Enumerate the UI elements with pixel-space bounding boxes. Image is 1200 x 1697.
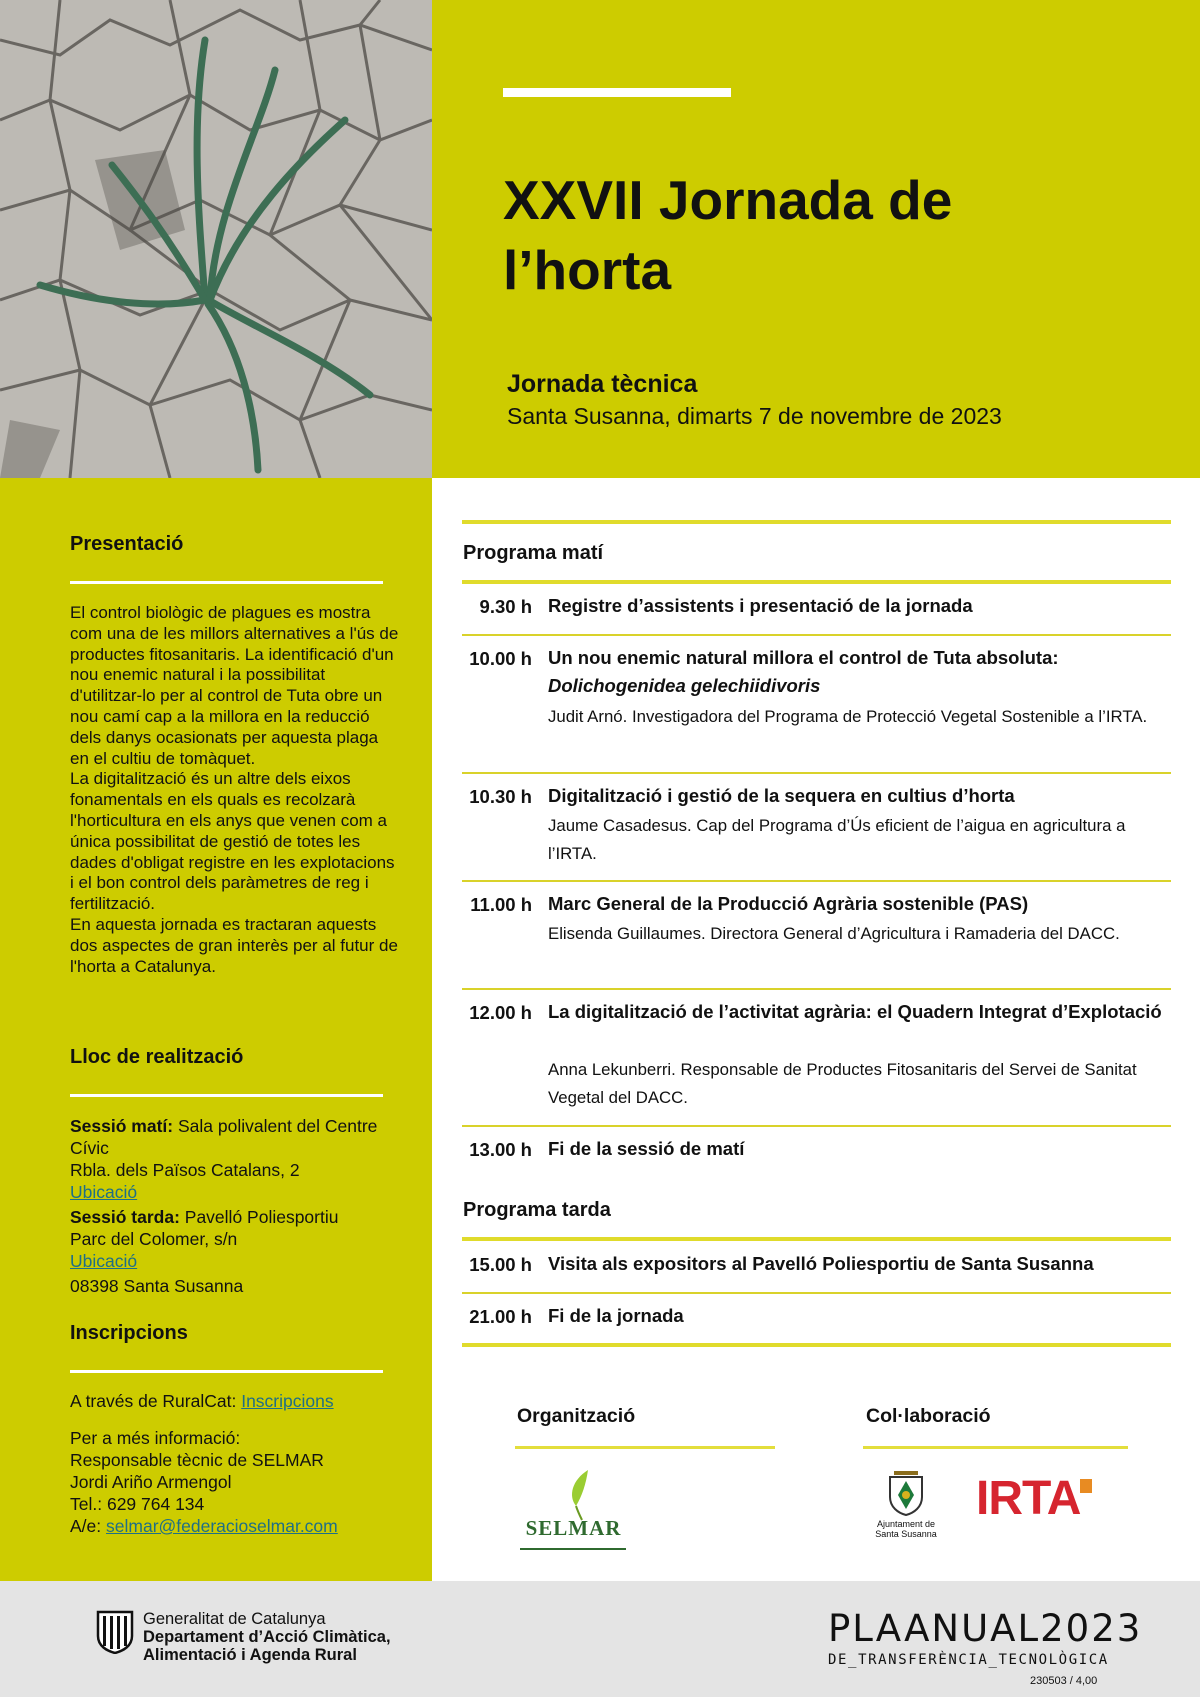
ruralcat-text: A través de RuralCat: bbox=[70, 1391, 237, 1411]
program-rule bbox=[462, 772, 1171, 774]
info-role: Responsable tècnic de SELMAR bbox=[70, 1450, 324, 1470]
tarda-address: Parc del Colomer, s/n bbox=[70, 1229, 238, 1249]
tarda-map-link[interactable]: Ubicació bbox=[70, 1251, 138, 1271]
event-title-italic: Dolichogenidea gelechiidivoris bbox=[548, 675, 821, 696]
collaboracio-heading: Col·laboració bbox=[866, 1405, 991, 1427]
event-date-line: Santa Susanna, dimarts 7 de novembre de 2023 bbox=[507, 403, 1002, 429]
event-time: 12.00 h bbox=[469, 1002, 532, 1023]
lloc-heading: Lloc de realització bbox=[70, 1046, 244, 1068]
event-time: 15.00 h bbox=[469, 1254, 532, 1275]
program-rule bbox=[462, 988, 1171, 990]
contact-block bbox=[70, 1427, 400, 1537]
program-rule bbox=[462, 1237, 1171, 1241]
event-title-item: Marc General de la Producció Agrària sostenible (PAS) bbox=[548, 893, 1029, 914]
event-title-item: La digitalització de l’activitat agrària: el Quadern Integrat d’Explotació bbox=[548, 1001, 1162, 1022]
event-title-item bbox=[548, 644, 1168, 700]
presentacio-rule bbox=[70, 581, 383, 584]
program-rule bbox=[462, 634, 1171, 636]
organitzacio-rule bbox=[515, 1446, 775, 1449]
lloc-mati bbox=[70, 1115, 400, 1203]
mati-label: Sessió matí: bbox=[70, 1116, 174, 1136]
email-link[interactable]: selmar@federacioselmar.com bbox=[106, 1516, 338, 1536]
event-title: XXVII Jornada de l’horta bbox=[503, 169, 953, 301]
program-rule bbox=[462, 520, 1171, 524]
programa-tarda-heading: Programa tarda bbox=[463, 1199, 611, 1221]
lloc-rule bbox=[70, 1094, 383, 1097]
presentacio-paragraph: El control biològic de plagues es mostra com una de les millors alternatives a l'ús de productes fitosanitaris. La identificació d'un nou enemic natural i la possibilitat d'utilitzar-lo per al control de Tuta obre un nou camí cap a la millora en la reducció dels danys ocasionats per aquesta plaga en el cultiu de tomàquet. bbox=[70, 603, 399, 768]
lloc-tarda bbox=[70, 1206, 400, 1272]
generalitat-line: Generalitat de Catalunya bbox=[143, 1610, 326, 1628]
event-subtitle: Jornada tècnica bbox=[507, 370, 698, 398]
tarda-label: Sessió tarda: bbox=[70, 1207, 180, 1227]
ajuntament-line: Ajuntament de bbox=[876, 1519, 936, 1529]
info-phone: Tel.: 629 764 134 bbox=[70, 1494, 205, 1514]
generalitat-text bbox=[143, 1610, 391, 1664]
event-title-item: Visita als expositors al Pavelló Poliesportiu de Santa Susanna bbox=[548, 1253, 1094, 1274]
presentacio-paragraph: La digitalització és un altre dels eixos fonamentals en els quals es recolzarà l'horticultura en els anys que venen com a única possibilitat de gestió de totes les dades d'obligat registre en les explotacions i el bon control dels paràmetres de reg i fertilització. bbox=[70, 769, 395, 914]
event-time: 11.00 h bbox=[470, 894, 532, 915]
event-title-text: Un nou enemic natural millora el control de Tuta absoluta: bbox=[548, 647, 1059, 668]
program-rule bbox=[462, 1125, 1171, 1127]
programa-mati-heading: Programa matí bbox=[463, 542, 604, 564]
document-code: 230503 / 4,00 bbox=[1030, 1675, 1098, 1687]
event-title-item: Fi de la jornada bbox=[548, 1305, 684, 1326]
ruralcat-line bbox=[70, 1390, 400, 1412]
mati-map-link[interactable]: Ubicació bbox=[70, 1182, 138, 1202]
event-time: 10.00 h bbox=[469, 648, 532, 669]
event-time: 13.00 h bbox=[469, 1139, 532, 1160]
ajuntament-text bbox=[870, 1519, 942, 1539]
irta-logo-text: IRTA bbox=[976, 1472, 1081, 1525]
event-speaker: Judit Arnó. Investigadora del Programa de Protecció Vegetal Sostenible a l’IRTA. bbox=[548, 707, 1148, 726]
event-time: 9.30 h bbox=[479, 596, 532, 617]
town: 08398 Santa Susanna bbox=[70, 1276, 244, 1296]
pla-anual-subtitle: DE_TRANSFERÈNCIA_TECNOLÒGICA bbox=[828, 1652, 1109, 1668]
cracked-soil-image bbox=[0, 0, 432, 478]
generalitat-logo bbox=[95, 1608, 135, 1654]
event-speaker: Elisenda Guillaumes. Directora General d’Agricultura i Ramaderia del DACC. bbox=[548, 924, 1120, 943]
email-label: A/e: bbox=[70, 1516, 102, 1536]
info-line: Per a més informació: bbox=[70, 1428, 241, 1448]
mati-place: Sala polivalent del Centre Cívic bbox=[70, 1116, 378, 1158]
program-rule bbox=[462, 1292, 1171, 1294]
collaboracio-rule bbox=[863, 1446, 1128, 1449]
program-rule bbox=[462, 580, 1171, 584]
ajuntament-line: Santa Susanna bbox=[875, 1529, 937, 1539]
presentacio-text bbox=[70, 603, 400, 977]
department-line: Departament d’Acció Climàtica, bbox=[143, 1628, 391, 1646]
generalitat-emblem-icon bbox=[95, 1608, 135, 1654]
tarda-place: Pavelló Poliesportiu bbox=[184, 1207, 339, 1227]
event-title-item: Registre d’assistents i presentació de la jornada bbox=[548, 595, 973, 616]
event-time: 21.00 h bbox=[469, 1306, 532, 1327]
selmar-logo bbox=[516, 1462, 631, 1557]
selmar-logo-text: SELMAR bbox=[525, 1516, 622, 1540]
event-speaker: Jaume Casadesus. Cap del Programa d’Ús eficient de l’aigua en agricultura a l’IRTA. bbox=[548, 816, 1126, 863]
event-title-item: Digitalització i gestió de la sequera en cultius d’horta bbox=[548, 785, 1015, 806]
mati-address: Rbla. dels Països Catalans, 2 bbox=[70, 1160, 300, 1180]
program-rule bbox=[462, 880, 1171, 882]
event-speaker: Anna Lekunberri. Responsable de Productes Fitosanitaris del Servei de Sanitat Vegetal del DACC. bbox=[548, 1060, 1137, 1107]
inscripcions-heading: Inscripcions bbox=[70, 1322, 188, 1344]
department-line: Alimentació i Agenda Rural bbox=[143, 1646, 357, 1664]
irta-logo bbox=[976, 1471, 1081, 1531]
program-rule bbox=[462, 1343, 1171, 1347]
event-title-item: Fi de la sessió de matí bbox=[548, 1138, 745, 1159]
presentacio-heading: Presentació bbox=[70, 533, 184, 555]
info-name: Jordi Ariño Armengol bbox=[70, 1472, 232, 1492]
inscripcions-rule bbox=[70, 1370, 383, 1373]
inscripcions-link[interactable]: Inscripcions bbox=[241, 1391, 334, 1411]
shield-icon bbox=[870, 1467, 942, 1517]
presentacio-paragraph: En aquesta jornada es tractaran aquests dos aspectes de gran interès per al futur de l'horta a Catalunya. bbox=[70, 914, 398, 976]
title-accent-bar bbox=[503, 88, 731, 97]
selmar-leaf-icon bbox=[516, 1462, 631, 1557]
ajuntament-logo bbox=[870, 1467, 942, 1543]
irta-mark-icon bbox=[1080, 1479, 1092, 1493]
event-time: 10.30 h bbox=[469, 786, 532, 807]
hero-photo bbox=[0, 0, 432, 478]
organitzacio-heading: Organització bbox=[517, 1405, 636, 1427]
pla-anual-title: PLAANUAL2023 bbox=[828, 1607, 1143, 1650]
